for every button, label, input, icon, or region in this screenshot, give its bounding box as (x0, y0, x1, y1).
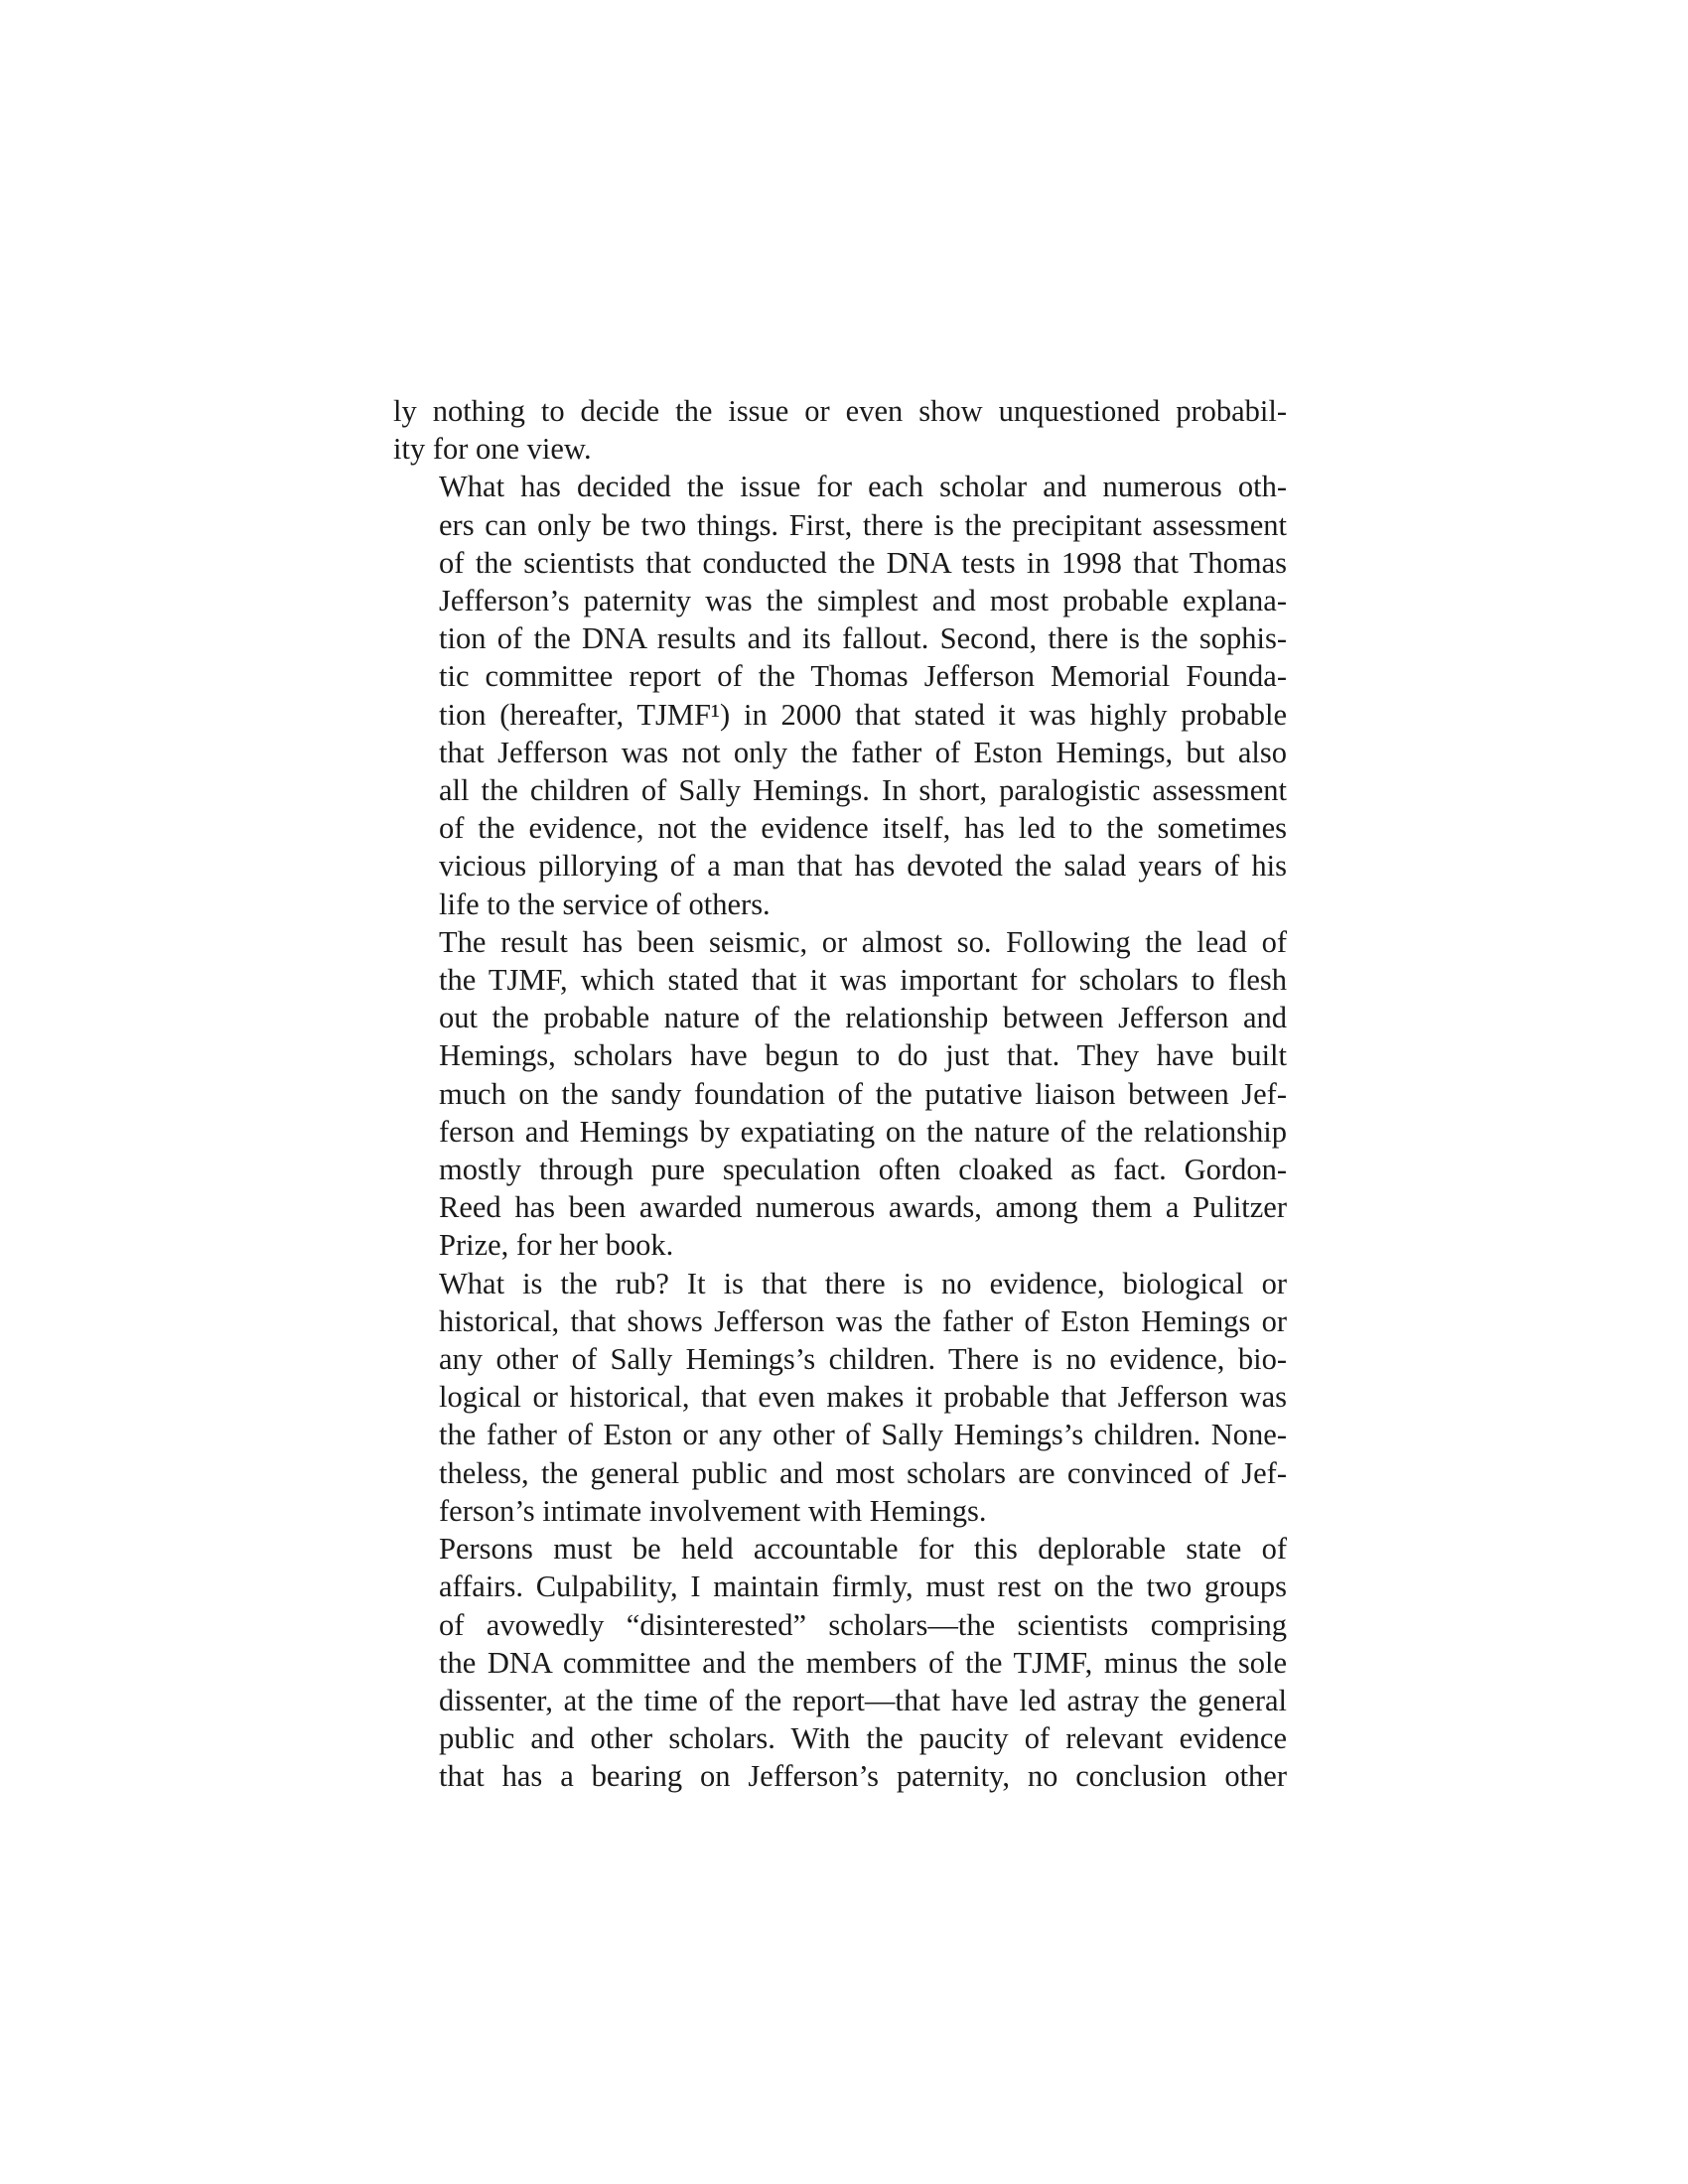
text-line: public and other scholars. With the paucity of relevant evidence (439, 1721, 1287, 1756)
text-line: affairs. Culpability, I maintain firmly, must rest on the two groups (439, 1570, 1287, 1604)
text-line: tion (hereafter, TJMF¹) in 2000 that stated it was highly probable (439, 697, 1287, 732)
text-line: theless, the general public and most scholars are convinced of Jef- (439, 1455, 1287, 1490)
text-line: of the scientists that conducted the DNA tests in 1998 that Thomas (439, 545, 1287, 580)
text-line: Jefferson’s paternity was the simplest and most probable explana- (439, 584, 1287, 618)
text-line: The result has been seismic, or almost so. Following the lead of (439, 924, 1287, 959)
text-line: ferson and Hemings by expatiating on the nature of the relationship (439, 1114, 1287, 1149)
text-line: Persons must be held accountable for this deplorable state of (439, 1532, 1287, 1567)
text-line: historical, that shows Jefferson was the father of Eston Hemings or (439, 1303, 1287, 1338)
text-line: of the evidence, not the evidence itself, has led to the sometimes (439, 811, 1287, 846)
paragraph-2 (393, 468, 1287, 922)
text-line: Prize, for her book. (439, 1228, 674, 1263)
text-line: out the probable nature of the relationship between Jefferson and (439, 1001, 1287, 1035)
paragraph-4 (393, 1265, 1287, 1530)
text-line: What has decided the issue for each scholar and numerous oth- (439, 470, 1287, 504)
text-line: the father of Eston or any other of Sally Hemings’s children. None- (439, 1418, 1287, 1452)
text-line: ferson’s intimate involvement with Hemings. (439, 1493, 987, 1528)
body-text (393, 392, 1287, 1796)
paragraph-5 (393, 1530, 1287, 1795)
text-line: all the children of Sally Hemings. In short, paralogistic assessment (439, 773, 1287, 808)
text-line: Hemings, scholars have begun to do just that. They have built (439, 1038, 1287, 1073)
text-line: any other of Sally Hemings’s children. There is no evidence, bio- (439, 1342, 1287, 1377)
text-line: of avowedly “disinterested” scholars—the scientists comprising (439, 1607, 1287, 1642)
text-line: the DNA committee and the members of the TJMF, minus the sole (439, 1645, 1287, 1680)
text-line: tic committee report of the Thomas Jefferson Memorial Founda- (439, 659, 1287, 694)
text-line: logical or historical, that even makes it probable that Jefferson was (439, 1380, 1287, 1415)
text-line: ly nothing to decide the issue or even show unquestioned probabil- (393, 394, 1287, 428)
text-line: the TJMF, which stated that it was important for scholars to flesh (439, 963, 1287, 998)
text-line: dissenter, at the time of the report—that have led astray the general (439, 1683, 1287, 1717)
text-line: What is the rub? It is that there is no evidence, biological or (439, 1266, 1287, 1300)
text-line: ity for one view. (393, 432, 592, 467)
text-line: tion of the DNA results and its fallout. Second, there is the sophis- (439, 621, 1287, 656)
text-line: mostly through pure speculation often cloaked as fact. Gordon- (439, 1153, 1287, 1187)
text-line: life to the service of others. (439, 887, 771, 921)
text-line: Reed has been awarded numerous awards, among them a Pulitzer (439, 1190, 1287, 1225)
text-line: much on the sandy foundation of the putative liaison between Jef- (439, 1076, 1287, 1111)
text-line: vicious pillorying of a man that has devoted the salad years of his (439, 849, 1287, 884)
text-line: ers can only be two things. First, there is the precipitant assessment (439, 507, 1287, 542)
paragraph-3 (393, 923, 1287, 1265)
text-line: that Jefferson was not only the father of Eston Hemings, but also (439, 735, 1287, 769)
paragraph-1 (393, 392, 1287, 468)
text-line: that has a bearing on Jefferson’s paternity, no conclusion other (439, 1759, 1287, 1794)
